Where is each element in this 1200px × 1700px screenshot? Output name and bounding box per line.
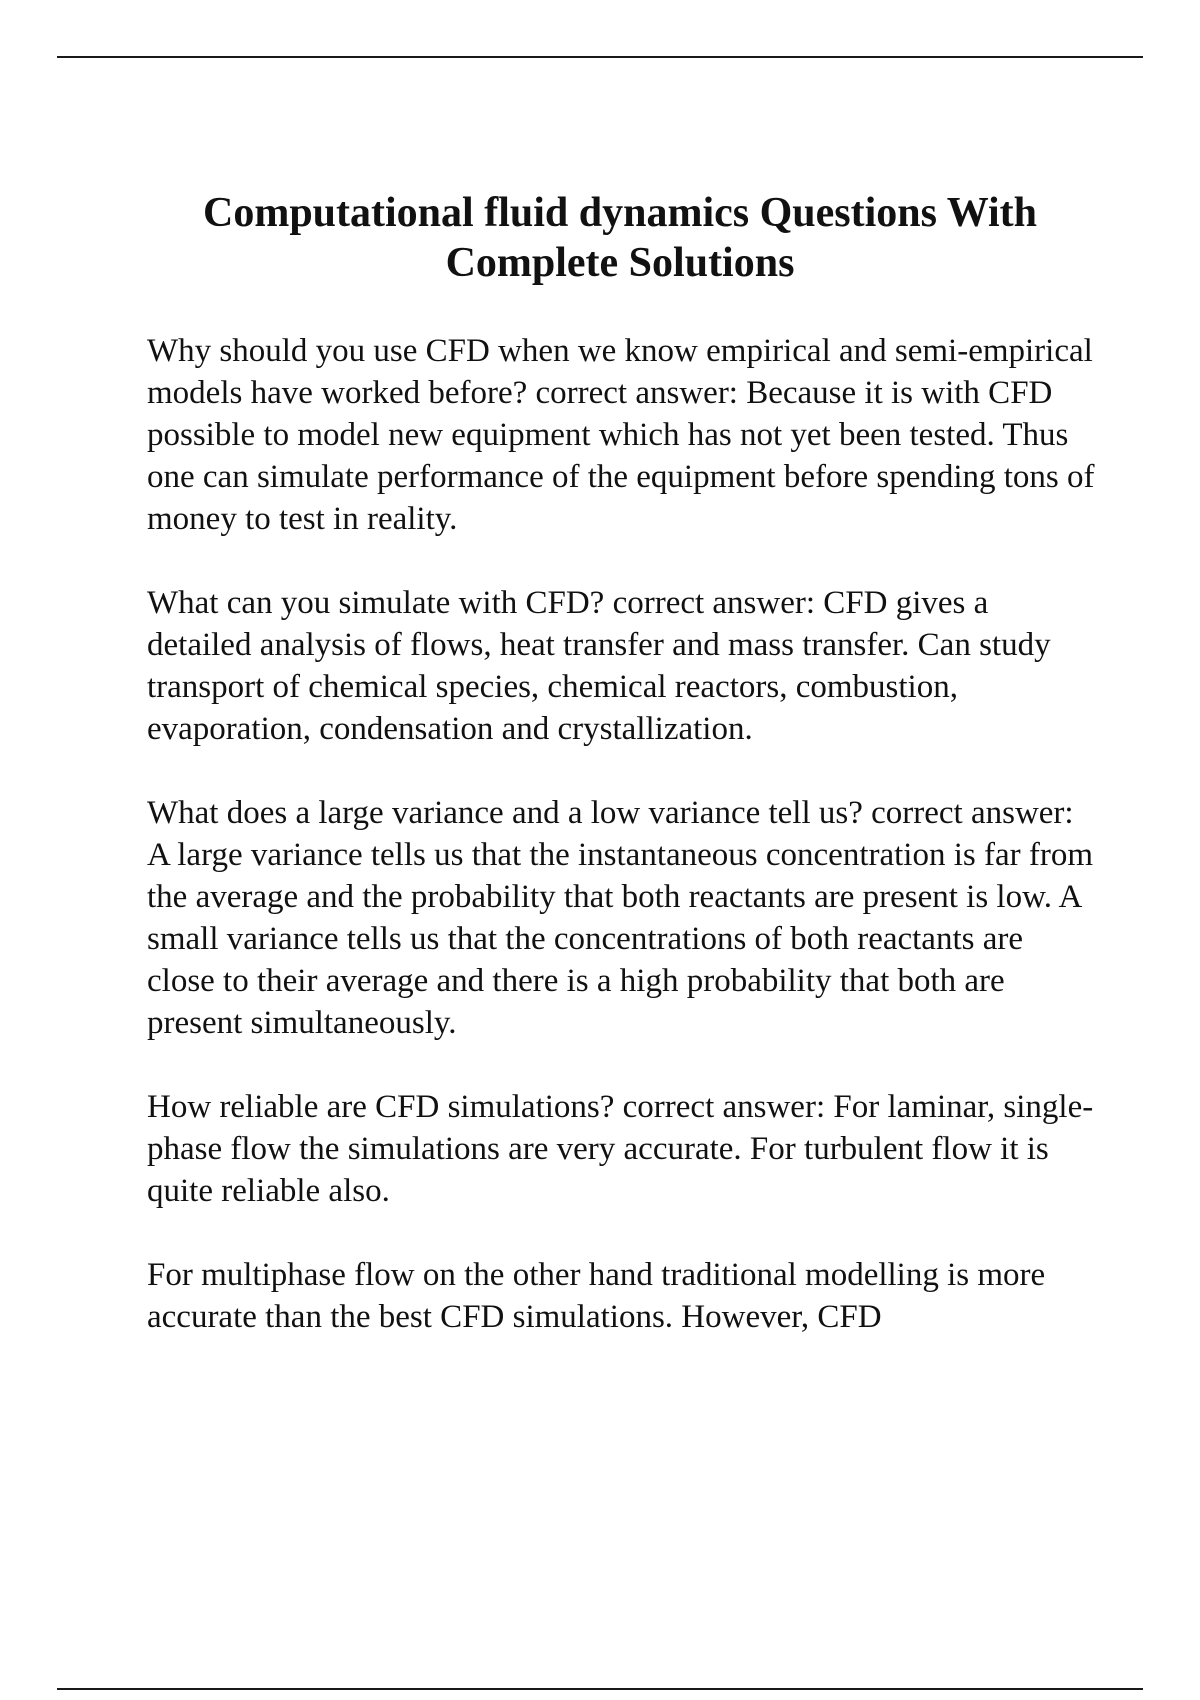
paragraph-1: Why should you use CFD when we know empirical and semi-empirical models have worked before? correct answer: Because it is with CFD possible to model new equipment which has not yet been tested. Thus one can simulate performance of the equipment before spending tons of money to test in reality.: [147, 333, 1095, 537]
title-line-2: Complete Solutions: [445, 240, 795, 286]
paragraph-5: For multiphase flow on the other hand traditional modelling is more accurate than the best CFD simulations. However, CFD: [147, 1257, 1046, 1335]
footer-rule: [57, 1688, 1143, 1690]
paragraph-3: What does a large variance and a low variance tell us? correct answer: A large variance tells us that the instantaneous concentration is far from the average and the probability that both reactants are present is low. A small variance tells us that the concentrations of both reactants are close to their average and there is a high probability that both are present simultaneously.: [147, 795, 1093, 1041]
document-title: [140, 188, 1100, 288]
paragraph-2: What can you simulate with CFD? correct answer: CFD gives a detailed analysis of flows, heat transfer and mass transfer. Can study transport of chemical species, chemical reactors, combustion, evaporation, condensation and crystallization.: [147, 585, 1051, 747]
title-line-1: Computational fluid dynamics Questions With: [203, 190, 1037, 236]
document-body: [147, 330, 1097, 1380]
header-rule: [57, 56, 1143, 58]
paragraph-4: How reliable are CFD simulations? correct answer: For laminar, single-phase flow the simulations are very accurate. For turbulent flow it is quite reliable also.: [147, 1089, 1094, 1209]
